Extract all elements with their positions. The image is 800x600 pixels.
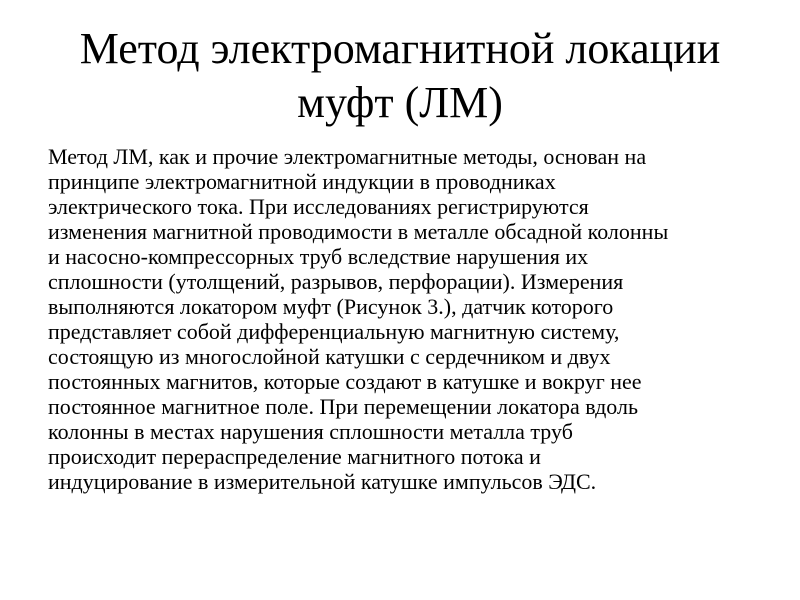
- slide-title: [40, 22, 760, 130]
- body-text-line: постоянное магнитное поле. При перемещении локатора вдоль: [48, 394, 638, 419]
- body-text-line: электрического тока. При исследованиях регистрируются: [48, 194, 589, 219]
- body-text-line: выполняются локатором муфт (Рисунок 3.), датчик которого: [48, 294, 614, 319]
- body-text-line: Метод ЛМ, как и прочие электромагнитные методы, основан на: [48, 144, 647, 169]
- body-text-line: происходит перераспределение магнитного потока и: [48, 444, 541, 469]
- body-text-line: принципе электромагнитной индукции в проводниках: [48, 169, 556, 194]
- slide-title-line: муфт (ЛМ): [297, 78, 503, 127]
- slide-title-line: Метод электромагнитной локации: [79, 24, 721, 73]
- body-text-line: постоянных магнитов, которые создают в катушке и вокруг нее: [48, 369, 642, 394]
- body-text-line: представляет собой дифференциальную магнитную систему,: [48, 319, 620, 344]
- body-text-line: сплошности (утолщений, разрывов, перфорации). Измерения: [48, 269, 624, 294]
- body-text-line: индуцирование в измерительной катушке импульсов ЭДС.: [48, 469, 597, 494]
- body-text-line: состоящую из многослойной катушки с сердечником и двух: [48, 344, 611, 369]
- body-text-line: и насосно-компрессорных труб вследствие нарушения их: [48, 244, 589, 269]
- slide-body-text: [48, 144, 760, 494]
- body-text-line: колонны в местах нарушения сплошности металла труб: [48, 419, 573, 444]
- body-text-line: изменения магнитной проводимости в металле обсадной колонны: [48, 219, 669, 244]
